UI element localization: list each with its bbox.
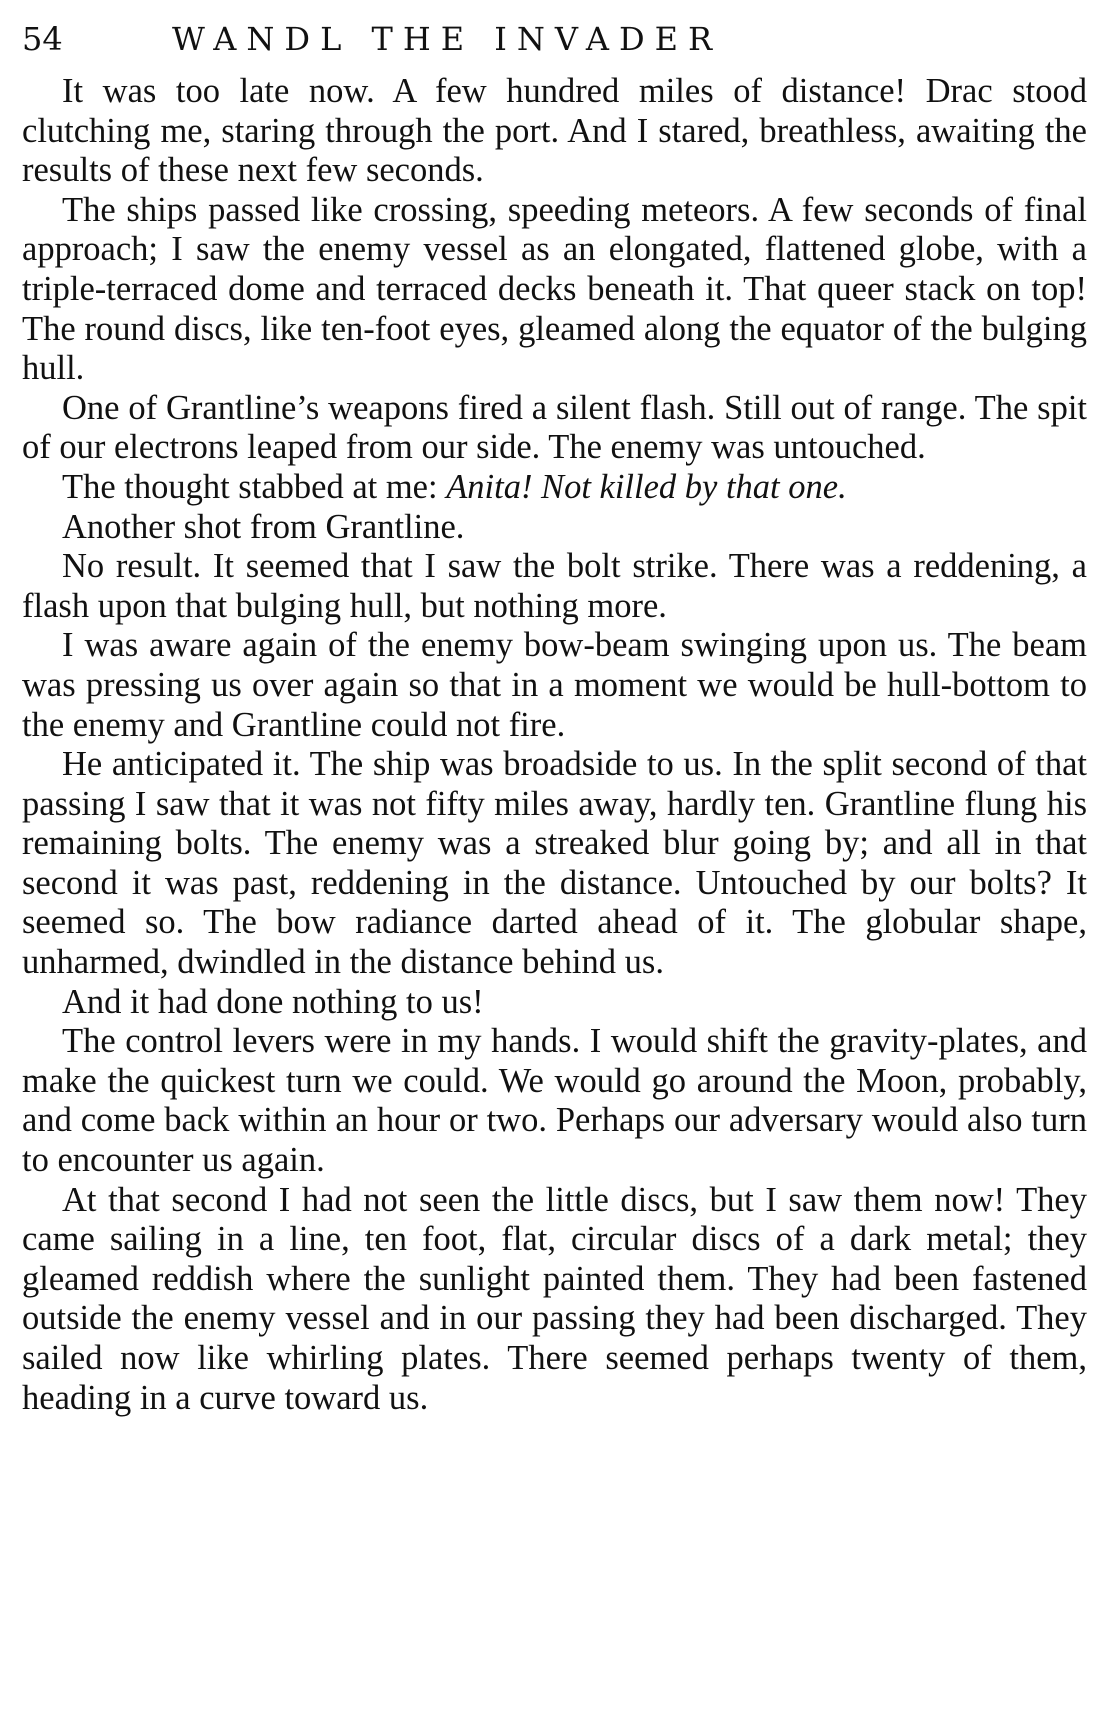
paragraph: One of Grantline’s weapons fired a silent flash. Still out of range. The spit of our electrons leaped from our side. The enemy was untouched. bbox=[22, 388, 1087, 467]
paragraph: No result. It seemed that I saw the bolt strike. There was a reddening, a flash upon that bulging hull, but nothing more. bbox=[22, 547, 1087, 625]
running-title: WANDL THE INVADER bbox=[172, 20, 723, 58]
paragraph: The ships passed like crossing, speeding meteors. A few seconds of final approach; I saw the enemy vessel as an elongated, flattened globe, with a triple-terraced dome and terraced decks beneath it. That queer stack on top! The round discs, like ten-foot eyes, gleamed along the equator of the bulging hull. bbox=[22, 190, 1087, 388]
paragraph: He anticipated it. The ship was broadside to us. In the split second of that passing I saw that it was not fifty miles away, hardly ten. Grantline flung his remaining bolts. The enemy was a streaked blur going by; and all in that second it was past, reddening in the distance. Untouched by our bolts? It seemed so. The bow radiance darted ahead of it. The globular shape, unharmed, dwindled in the distance behind us. bbox=[22, 745, 1087, 982]
paragraph: At that second I had not seen the little discs, but I saw them now! They came sailing in a line, ten foot, flat, circular discs of a dark metal; they gleamed reddish where the sunlight painted them. They had been fastened outside the enemy vessel and in our passing they had been discharged. They sailed now like whirling plates. There seemed perhaps twenty of them, heading in a curve toward us. bbox=[22, 1180, 1087, 1417]
paragraph: Another shot from Grantline. bbox=[62, 507, 465, 546]
paragraph: And it had done nothing to us! bbox=[62, 982, 484, 1021]
page-header bbox=[22, 14, 1087, 64]
page-number: 54 bbox=[22, 20, 63, 58]
paragraph: The control levers were in my hands. I would shift the gravity-plates, and make the quickest turn we could. We would go around the Moon, probably, and come back within an hour or two. Perhaps our adversary would also turn to encounter us again. bbox=[22, 1022, 1087, 1180]
italic-thought: Anita! Not killed by that one. bbox=[446, 467, 847, 506]
paragraph-with-italic bbox=[22, 468, 1087, 508]
paragraph-text: The thought stabbed at me: bbox=[62, 467, 447, 506]
body-text bbox=[22, 72, 1087, 1418]
paragraph: It was too late now. A few hundred miles of distance! Drac stood clutching me, staring through the port. And I stared, breathless, awaiting the results of these next few seconds. bbox=[22, 72, 1087, 190]
paragraph: I was aware again of the enemy bow-beam swinging upon us. The beam was pressing us over again so that in a moment we would be hull-bottom to the enemy and Grantline could not fire. bbox=[22, 626, 1087, 744]
